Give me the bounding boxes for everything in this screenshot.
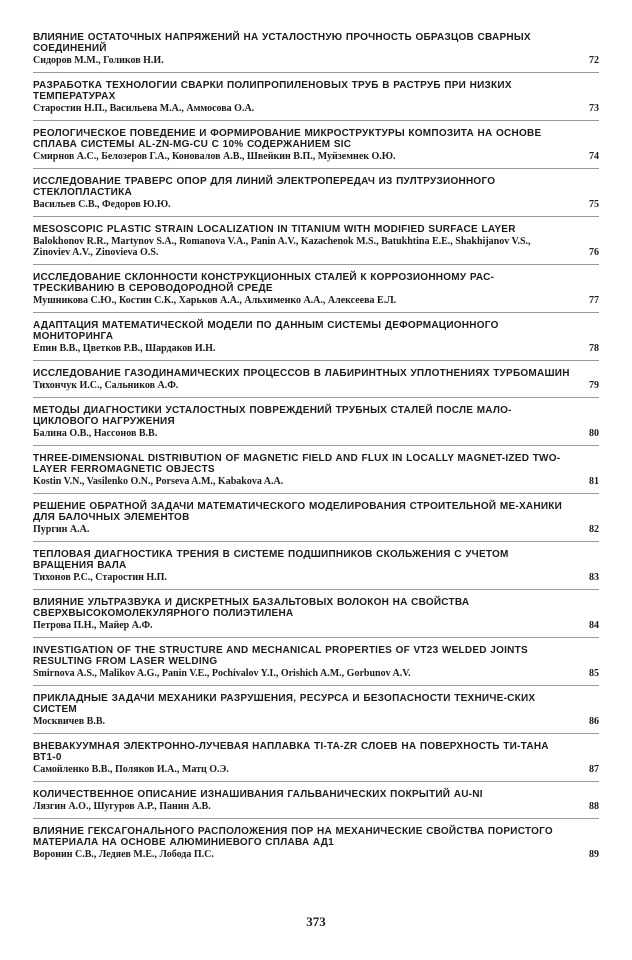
entry-page-number: 83 <box>589 572 599 583</box>
entry-page-number: 88 <box>589 801 599 812</box>
entry-page-number: 77 <box>589 295 599 306</box>
entry-title: ВЛИЯНИЕ УЛЬТРАЗВУКА И ДИСКРЕТНЫХ БАЗАЛЬТОВЫХ ВОЛОКОН НА СВОЙСТВА СВЕРХВЫСОКОМОЛЕКУЛЯРНОГО ПОЛИЭТИЛЕНА <box>33 597 470 619</box>
entry-page-number: 74 <box>589 151 599 162</box>
toc-entry <box>33 685 599 727</box>
entry-authors: Самойленко В.В., Поляков И.А., Матц О.Э. <box>33 764 229 775</box>
entry-title: РЕОЛОГИЧЕСКОЕ ПОВЕДЕНИЕ И ФОРМИРОВАНИЕ МИКРОСТРУКТУРЫ КОМПОЗИТА НА ОСНОВЕ СПЛАВА СИСТЕМЫ AL-ZN-MG-CU С 10% СОДЕРЖАНИЕМ SIC <box>33 128 542 150</box>
entry-page-number: 75 <box>589 199 599 210</box>
entry-page-number: 86 <box>589 716 599 727</box>
entry-title: ИССЛЕДОВАНИЕ ГАЗОДИНАМИЧЕСКИХ ПРОЦЕССОВ В ЛАБИРИНТНЫХ УПЛОТНЕНИЯХ ТУРБОМАШИН <box>33 368 570 379</box>
entry-title: THREE-DIMENSIONAL DISTRIBUTION OF MAGNETIC FIELD AND FLUX IN LOCALLY MAGNET-IZED TWO-LAYER FERROMAGNETIC OBJECTS <box>33 453 561 475</box>
toc-entry <box>33 32 599 66</box>
entry-title: РЕШЕНИЕ ОБРАТНОЙ ЗАДАЧИ МАТЕМАТИЧЕСКОГО МОДЕЛИРОВАНИЯ СТРОИТЕЛЬНОЙ МЕ-ХАНИКИ ДЛЯ БАЛОЧНЫХ ЭЛЕМЕНТОВ <box>33 501 563 523</box>
entry-authors: Старостин Н.П., Васильева М.А., Аммосова О.А. <box>33 103 255 114</box>
entry-title: ВНЕВАКУУМНАЯ ЭЛЕКТРОННО-ЛУЧЕВАЯ НАПЛАВКА TI-TA-ZR СЛОЕВ НА ПОВЕРХНОСТЬ ТИ-ТАНА ВТ1-0 <box>33 741 549 763</box>
toc-entry <box>33 541 599 583</box>
entry-title: INVESTIGATION OF THE STRUCTURE AND MECHANICAL PROPERTIES OF VT23 WELDED JOINTS RESULTING FROM LASER WELDING <box>33 645 528 667</box>
entry-title: КОЛИЧЕСТВЕННОЕ ОПИСАНИЕ ИЗНАШИВАНИЯ ГАЛЬВАНИЧЕСКИХ ПОКРЫТИЙ AU-NI <box>33 789 483 800</box>
entry-title: ТЕПЛОВАЯ ДИАГНОСТИКА ТРЕНИЯ В СИСТЕМЕ ПОДШИПНИКОВ СКОЛЬЖЕНИЯ С УЧЕТОМ ВРАЩЕНИЯ ВАЛА <box>33 549 509 571</box>
entry-authors: Тихончук И.С., Сальников А.Ф. <box>33 380 179 391</box>
toc-entry <box>33 397 599 439</box>
entry-page-number: 87 <box>589 764 599 775</box>
entry-title: РАЗРАБОТКА ТЕХНОЛОГИИ СВАРКИ ПОЛИПРОПИЛЕНОВЫХ ТРУБ В РАСТРУБ ПРИ НИЗКИХ ТЕМПЕРАТУРАХ <box>33 80 512 102</box>
toc-entry <box>33 312 599 354</box>
entry-title: ПРИКЛАДНЫЕ ЗАДАЧИ МЕХАНИКИ РАЗРУШЕНИЯ, РЕСУРСА И БЕЗОПАСНОСТИ ТЕХНИЧЕ-СКИХ СИСТЕМ <box>33 693 536 715</box>
entry-authors: Сидоров М.М., Голиков Н.И. <box>33 55 164 66</box>
table-of-contents <box>33 32 599 860</box>
toc-entry <box>33 168 599 210</box>
toc-entry <box>33 264 599 306</box>
toc-entry <box>33 445 599 487</box>
entry-authors: Мушникова С.Ю., Костин С.К., Харьков А.А., Альхименко А.А., Алексеева Е.Л. <box>33 295 397 306</box>
toc-entry <box>33 216 599 258</box>
entry-authors: Пургин А.А. <box>33 524 90 535</box>
entry-title: МЕТОДЫ ДИАГНОСТИКИ УСТАЛОСТНЫХ ПОВРЕЖДЕНИЙ ТРУБНЫХ СТАЛЕЙ ПОСЛЕ МАЛО-ЦИКЛОВОГО НАГРУЖЕНИЯ <box>33 405 512 427</box>
toc-entry <box>33 72 599 114</box>
toc-entry <box>33 637 599 679</box>
entry-page-number: 78 <box>589 343 599 354</box>
entry-authors: Smirnova A.S., Malikov A.G., Panin V.E., Pochivalov Y.I., Orishich A.M., Gorbunov A.V. <box>33 668 411 679</box>
entry-page-number: 73 <box>589 103 599 114</box>
entry-page-number: 85 <box>589 668 599 679</box>
entry-title: ИССЛЕДОВАНИЕ СКЛОННОСТИ КОНСТРУКЦИОННЫХ СТАЛЕЙ К КОРРОЗИОННОМУ РАС-ТРЕСКИВАНИЮ В СЕРОВОДОРОДНОЙ СРЕДЕ <box>33 272 495 294</box>
entry-page-number: 76 <box>589 247 599 258</box>
entry-page-number: 84 <box>589 620 599 631</box>
toc-entry <box>33 493 599 535</box>
toc-entry <box>33 818 599 860</box>
entry-authors: Смирнов А.С., Белозеров Г.А., Коновалов А.В., Швейкин В.П., Муйземнек О.Ю. <box>33 151 396 162</box>
entry-authors: Balokhonov R.R., Martynov S.A., Romanova V.A., Panin A.V., Kazachenok M.S., Batukhtina E.E., Shakhijanov V.S., Zinoviev A.V., Zinovieva O.S. <box>33 236 531 258</box>
entry-authors: Лязгин А.О., Шугуров А.Р., Панин А.В. <box>33 801 211 812</box>
entry-authors: Воронин С.В., Ледяев М.Е., Лобода П.С. <box>33 849 214 860</box>
entry-authors: Балина О.В., Нассонов В.В. <box>33 428 158 439</box>
entry-title: ВЛИЯНИЕ ГЕКСАГОНАЛЬНОГО РАСПОЛОЖЕНИЯ ПОР НА МЕХАНИЧЕСКИЕ СВОЙСТВА ПОРИСТОГО МАТЕРИАЛА НА ОСНОВЕ АЛЮМИНИЕВОГО СПЛАВА АД1 <box>33 826 553 848</box>
entry-page-number: 82 <box>589 524 599 535</box>
toc-entry <box>33 781 599 812</box>
entry-title: АДАПТАЦИЯ МАТЕМАТИЧЕСКОЙ МОДЕЛИ ПО ДАННЫМ СИСТЕМЫ ДЕФОРМАЦИОННОГО МОНИТОРИНГА <box>33 320 499 342</box>
entry-page-number: 79 <box>589 380 599 391</box>
entry-authors: Епин В.В., Цветков Р.В., Шардаков И.Н. <box>33 343 216 354</box>
entry-authors: Васильев С.В., Федоров Ю.Ю. <box>33 199 171 210</box>
entry-page-number: 72 <box>589 55 599 66</box>
toc-entry <box>33 589 599 631</box>
toc-entry <box>33 733 599 775</box>
entry-page-number: 81 <box>589 476 599 487</box>
entry-page-number: 89 <box>589 849 599 860</box>
entry-title: ВЛИЯНИЕ ОСТАТОЧНЫХ НАПРЯЖЕНИЙ НА УСТАЛОСТНУЮ ПРОЧНОСТЬ ОБРАЗЦОВ СВАРНЫХ СОЕДИНЕНИЙ <box>33 32 531 54</box>
entry-authors: Kostin V.N., Vasilenko O.N., Porseva A.M., Kabakova A.A. <box>33 476 284 487</box>
toc-entry <box>33 360 599 391</box>
entry-page-number: 80 <box>589 428 599 439</box>
entry-authors: Петрова П.Н., Майер А.Ф. <box>33 620 153 631</box>
entry-authors: Москвичев В.В. <box>33 716 105 727</box>
entry-authors: Тихонов Р.С., Старостин Н.П. <box>33 572 167 583</box>
entry-title: MESOSCOPIC PLASTIC STRAIN LOCALIZATION IN TITANIUM WITH MODIFIED SURFACE LAYER <box>33 224 516 235</box>
toc-entry <box>33 120 599 162</box>
entry-title: ИССЛЕДОВАНИЕ ТРАВЕРС ОПОР ДЛЯ ЛИНИЙ ЭЛЕКТРОПЕРЕДАЧ ИЗ ПУЛТРУЗИОННОГО СТЕКЛОПЛАСТИКА <box>33 176 496 198</box>
page-number: 373 <box>306 914 326 929</box>
